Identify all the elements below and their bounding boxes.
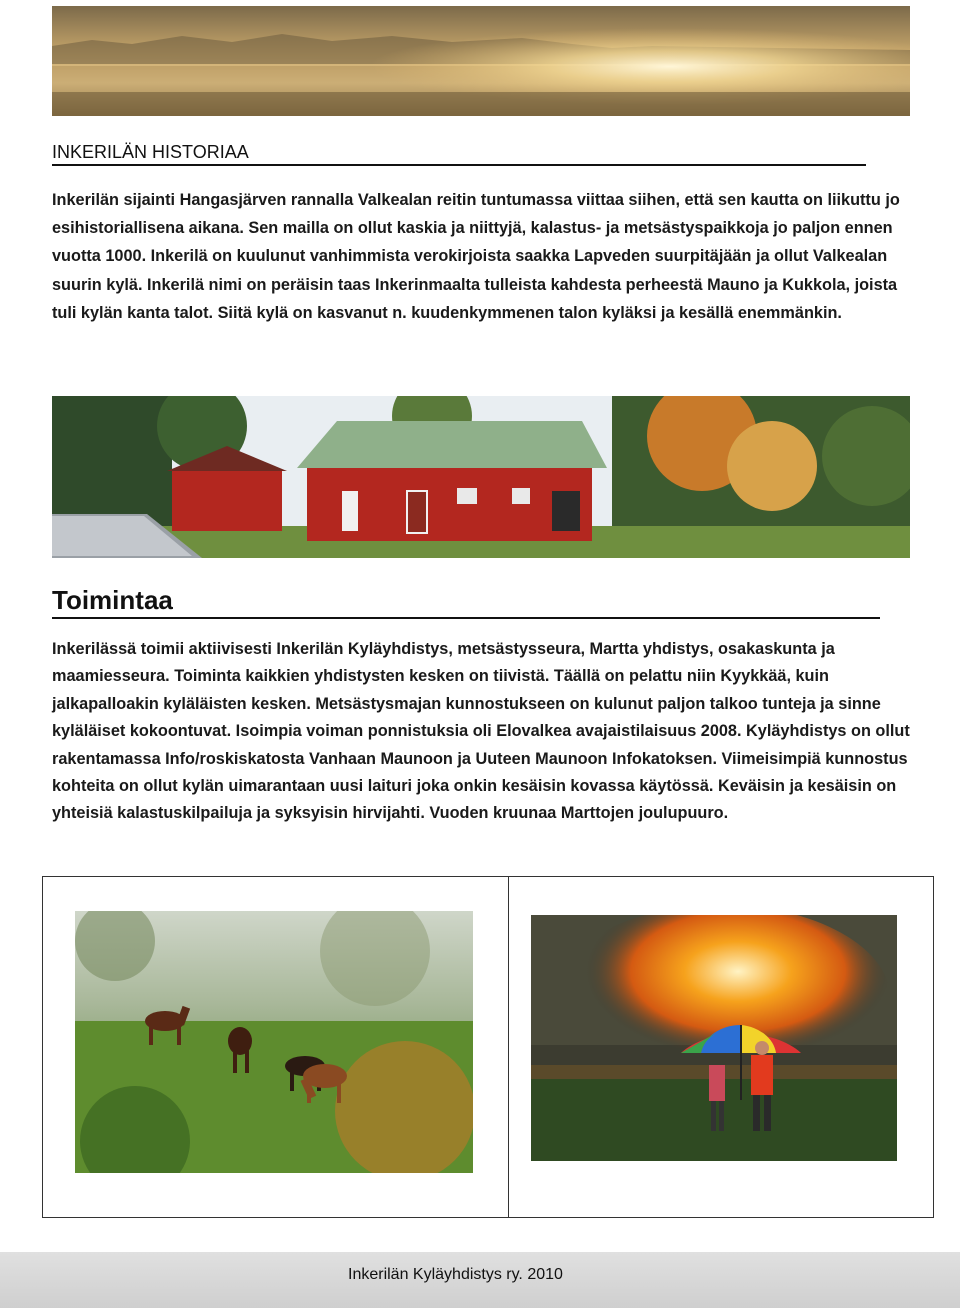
footer-text: Inkerilän Kyläyhdistys ry. 2010	[348, 1266, 563, 1283]
bonfire-image	[531, 915, 897, 1161]
photo-divider	[508, 877, 509, 1217]
photo-table	[42, 876, 934, 1218]
history-paragraph: Inkerilän sijainti Hangasjärven rannalla Valkealan reitin tuntumassa viittaa siihen, että sen kautta on liikuttu jo esihistoriallisena aikana. Sen mailla on ollut kaskia ja niittyjä, kalastus- ja metsästyspaikkoja jo paljon ennen vuotta 1000. Inkerilä on kuulunut vanhimmista verokirjoista saakka Lapveden suurpitäjään ja ollut Valkealan suurin kylä. Inkerilä nimi on peräisin taas Inkerinmaalta tulleista kahdesta perheestä Mauno ja Kukkola, joista tuli kylän kanta talot. Siitä kylä on kasvanut n. kuudenkymmenen talon kyläksi ja kesällä enemmänkin.	[52, 191, 900, 322]
horses-meadow-image	[75, 911, 473, 1173]
red-farmhouse-image	[52, 396, 910, 558]
lake-sunrise-image	[52, 6, 910, 116]
footer-bar	[0, 1252, 960, 1308]
history-heading: INKERILÄN HISTORIAA	[52, 140, 866, 166]
activities-paragraph: Inkerilässä toimii aktiivisesti Inkerilän Kyläyhdistys, metsästysseura, Martta yhdistys, osakaskunta ja maamiesseura. Toiminta kaikkien yhdistysten kesken on tiivistä. Täällä on pelattu niin Kyykkää, kuin jalkapalloakin kyläläisten kesken. Metsästysmajan kunnostukseen on kulunut paljon talkoo tunteja ja sinne kyläläiset kokoontuvat. Isoimpia voiman ponnistuksia oli Elovalkea avajaistilaisuus 2008. Kyläyhdistys on ollut rakentamassa Info/roskiskatosta Vanhaan Maunoon ja Uuteen Maunoon Infokatoksen. Viimeisimpiä kunnostus kohteita on ollut kylän uimarantaan uusi laituri joka onkin kesäisin kovassa käytössä. Keväisin ja kesäisin on yhteisiä kalastuskilpailuja ja syksyisin hirvijahti. Vuoden kruunaa Marttojen joulupuuro.	[52, 640, 910, 823]
activities-heading: Toimintaa	[52, 583, 880, 619]
